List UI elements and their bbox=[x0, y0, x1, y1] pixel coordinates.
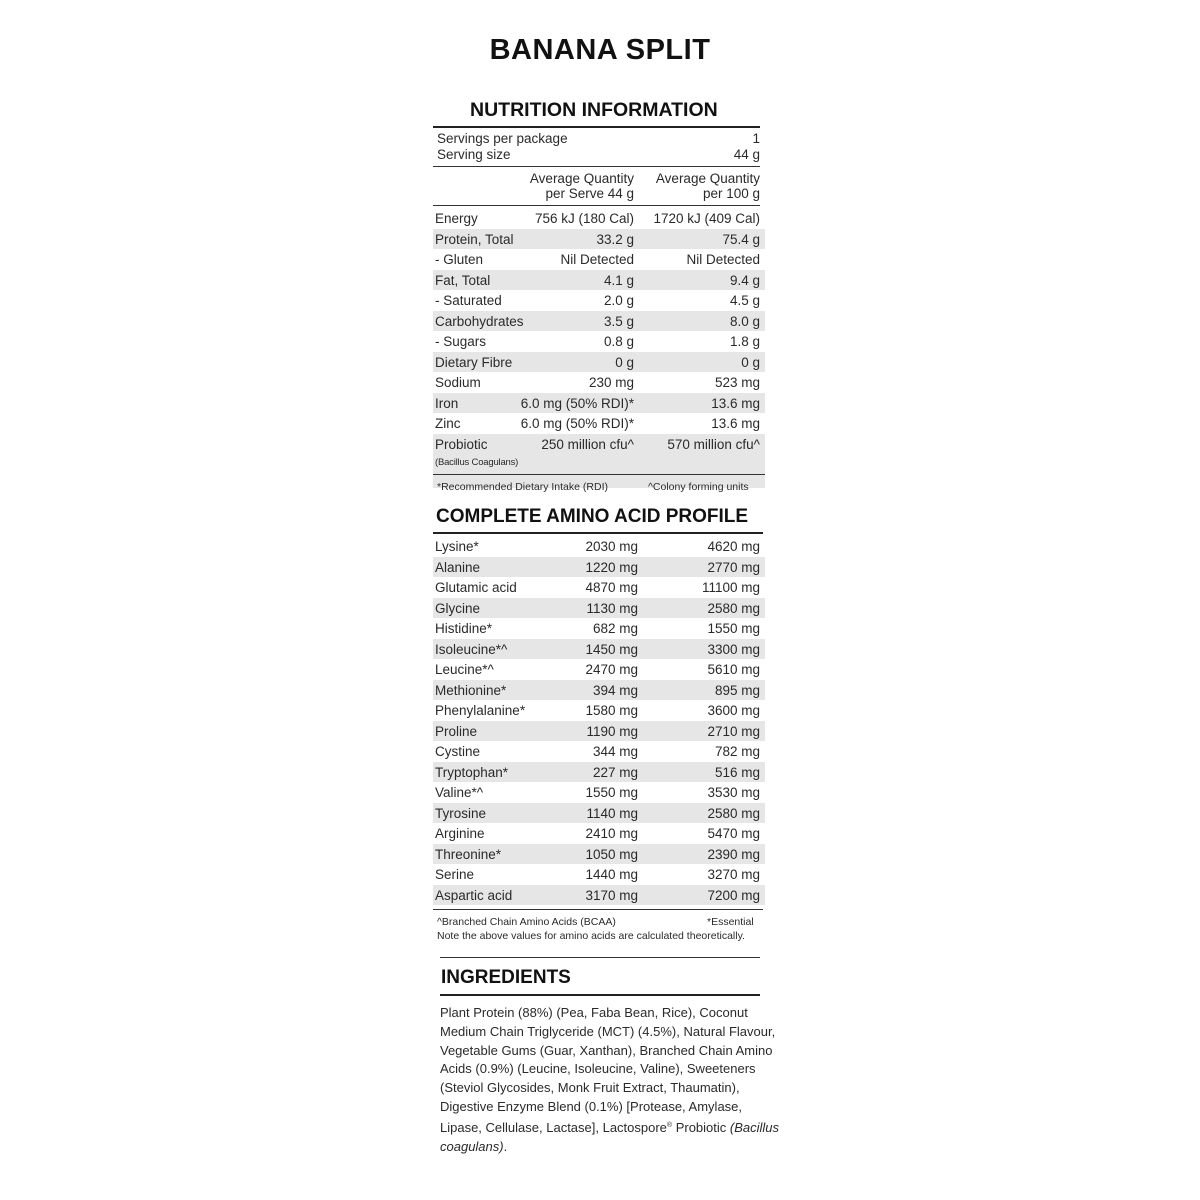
amino-note-rule bbox=[440, 957, 760, 958]
per-100g-value: 2770 mg bbox=[707, 559, 760, 575]
per-100g-value: 13.6 mg bbox=[711, 395, 760, 411]
amino-row bbox=[433, 885, 765, 905]
nutrition-heading: NUTRITION INFORMATION bbox=[470, 99, 718, 121]
amino-row bbox=[433, 823, 765, 843]
amino-bottom-rule bbox=[433, 909, 763, 910]
per-serve-value: 33.2 g bbox=[596, 231, 634, 247]
per-100g-value: 7200 mg bbox=[707, 887, 760, 903]
per-serve-value: 230 mg bbox=[588, 375, 634, 390]
amino-row bbox=[433, 639, 765, 659]
per-serve-value: 4.1 g bbox=[603, 272, 634, 288]
serving-size-row bbox=[433, 147, 760, 162]
amino-note: Note the above values for amino acids are calculated theoretically. bbox=[437, 930, 745, 942]
per-serve-value: 1050 mg bbox=[585, 846, 638, 862]
nutrient-name: Fat, Total bbox=[435, 272, 491, 288]
per-100g-value: 2390 mg bbox=[707, 846, 760, 862]
amino-row bbox=[433, 618, 765, 638]
per-100g-header bbox=[634, 171, 760, 201]
amino-acid-name: Arginine bbox=[435, 826, 485, 841]
per-100g-value: 9.4 g bbox=[729, 272, 760, 288]
per-serve-header bbox=[519, 171, 634, 201]
amino-heading-rule bbox=[433, 532, 763, 534]
amino-acid-name: Isoleucine*^ bbox=[435, 641, 508, 657]
per-serve-value: 250 million cfu^ bbox=[541, 436, 634, 452]
per-serve-header-line1: Average Quantity bbox=[529, 171, 634, 186]
nutrient-row bbox=[433, 208, 765, 228]
amino-acid-name: Methionine* bbox=[435, 682, 507, 698]
product-title: BANANA SPLIT bbox=[489, 34, 711, 66]
per-100g-value: 2580 mg bbox=[707, 600, 760, 616]
amino-row bbox=[433, 721, 765, 741]
amino-row bbox=[433, 598, 765, 618]
ingredients-probiotic-species: (Bacillus coagulans) bbox=[440, 1119, 780, 1154]
amino-row bbox=[433, 700, 765, 720]
per-serve-value: 2410 mg bbox=[585, 826, 638, 841]
per-serve-value: 227 mg bbox=[592, 764, 638, 780]
per-serve-header-line2: per Serve 44 g bbox=[545, 186, 634, 201]
amino-acid-name: Valine*^ bbox=[435, 785, 484, 800]
per-100g-value: 5470 mg bbox=[707, 826, 760, 841]
amino-row bbox=[433, 577, 765, 597]
per-serve-value: 1450 mg bbox=[585, 641, 638, 657]
per-serve-value: 682 mg bbox=[592, 621, 638, 636]
per-100g-value: 75.4 g bbox=[722, 231, 760, 247]
ingredients-end: . bbox=[503, 1138, 508, 1154]
amino-acid-name: Glutamic acid bbox=[435, 580, 517, 595]
per-100g-value: 516 mg bbox=[714, 764, 760, 780]
serving-size-label: Serving size bbox=[437, 147, 511, 162]
per-100g-value: 570 million cfu^ bbox=[667, 436, 760, 452]
nutrient-name: Probiotic bbox=[435, 436, 488, 452]
nutrient-row bbox=[433, 290, 765, 310]
amino-row bbox=[433, 762, 765, 782]
per-100g-value: 4620 mg bbox=[707, 539, 760, 554]
per-serve-value: 6.0 mg (50% RDI)* bbox=[520, 395, 634, 411]
per-serve-value: 2030 mg bbox=[585, 539, 638, 554]
servings-label: Servings per package bbox=[437, 131, 568, 146]
nutrient-row bbox=[433, 352, 765, 372]
nutrition-bottom-rule bbox=[433, 474, 765, 475]
nutrient-name: - Gluten bbox=[435, 252, 484, 267]
per-100g-value: 1720 kJ (409 Cal) bbox=[653, 211, 760, 226]
registered-mark: ® bbox=[666, 1121, 673, 1129]
amino-acid-name: Leucine*^ bbox=[435, 662, 494, 677]
nutrient-name: Dietary Fibre bbox=[435, 354, 513, 370]
per-serve-value: 2470 mg bbox=[585, 662, 638, 677]
per-serve-value: 1190 mg bbox=[586, 723, 638, 739]
per-serve-value: 344 mg bbox=[592, 744, 638, 759]
amino-acid-name: Aspartic acid bbox=[435, 887, 513, 903]
per-100g-value: 8.0 g bbox=[729, 313, 760, 329]
nutrient-name: Energy bbox=[435, 211, 478, 226]
amino-acid-name: Tryptophan* bbox=[435, 764, 509, 780]
per-100g-value: 4.5 g bbox=[729, 293, 760, 308]
amino-row bbox=[433, 536, 765, 556]
nutrient-name: Carbohydrates bbox=[435, 313, 524, 329]
per-serve-value: 394 mg bbox=[592, 682, 638, 698]
per-serve-value: 0 g bbox=[615, 354, 634, 370]
serving-size-value: 44 g bbox=[733, 147, 760, 162]
per-serve-value: 1220 mg bbox=[585, 559, 638, 575]
nutrient-row bbox=[433, 331, 765, 351]
amino-acid-name: Cystine bbox=[435, 744, 481, 759]
per-100g-value: 3270 mg bbox=[707, 867, 760, 882]
per-100g-value: 782 mg bbox=[714, 744, 760, 759]
amino-row bbox=[433, 659, 765, 679]
per-100g-header-line2: per 100 g bbox=[702, 186, 760, 201]
amino-acid-name: Tyrosine bbox=[435, 805, 487, 821]
column-header-rule bbox=[433, 205, 760, 206]
nutrient-name: Protein, Total bbox=[435, 231, 514, 247]
per-serve-value: 3170 mg bbox=[585, 887, 638, 903]
column-header-row bbox=[433, 171, 760, 201]
amino-row bbox=[433, 844, 765, 864]
per-100g-value: 2580 mg bbox=[707, 805, 760, 821]
per-100g-value: 3530 mg bbox=[707, 785, 760, 800]
per-serve-value: 3.5 g bbox=[603, 313, 634, 329]
per-100g-value: 2710 mg bbox=[707, 723, 760, 739]
per-100g-value: 3600 mg bbox=[707, 703, 760, 718]
ingredients-main: Plant Protein (88%) (Pea, Faba Bean, Rice), Coconut Medium Chain Triglyceride (MCT) (4.5%), Natural Flavour, Vegetable Gums (Guar, Xanthan), Branched Chain Amino Acids (0.9%) (Leucine, Isoleucine, Valine), Sweeteners (Steviol Glycosides, Monk Fruit Extract, Thaumatin), Digestive Enzyme Blend (0.1%) [Protease, Amylase, Lipase, Cellulase, Lactase], Lactospore bbox=[440, 1005, 776, 1135]
amino-acid-name: Serine bbox=[435, 867, 475, 882]
per-100g-header-line1: Average Quantity bbox=[655, 171, 760, 186]
nutrient-row bbox=[433, 249, 765, 269]
per-100g-value: 895 mg bbox=[714, 682, 760, 698]
amino-acid-name: Proline bbox=[435, 723, 478, 739]
ingredients-heading-rule bbox=[440, 994, 760, 996]
per-serve-value: 6.0 mg (50% RDI)* bbox=[520, 416, 634, 431]
nutrient-row bbox=[433, 311, 765, 331]
nutrient-name: - Sugars bbox=[435, 334, 487, 349]
nutrient-row bbox=[433, 413, 765, 433]
amino-acid-name: Lysine* bbox=[435, 539, 479, 554]
ingredients-text bbox=[440, 1004, 785, 1156]
nutrient-name: Iron bbox=[435, 395, 459, 411]
amino-acid-name: Alanine bbox=[435, 559, 481, 575]
servings-value: 1 bbox=[752, 131, 760, 146]
per-serve-value: Nil Detected bbox=[560, 252, 634, 267]
per-serve-value: 0.8 g bbox=[603, 334, 634, 349]
bcaa-footnote: ^Branched Chain Amino Acids (BCAA) bbox=[437, 916, 616, 928]
ingredients-probiotic: Probiotic bbox=[672, 1119, 730, 1135]
servings-rule bbox=[433, 166, 760, 167]
essential-footnote: *Essential bbox=[707, 916, 754, 928]
nutrient-name: Sodium bbox=[435, 375, 481, 390]
per-100g-value: 1550 mg bbox=[707, 621, 760, 636]
amino-row bbox=[433, 557, 765, 577]
per-serve-value: 756 kJ (180 Cal) bbox=[534, 211, 634, 226]
rdi-footnote: *Recommended Dietary Intake (RDI) bbox=[437, 481, 608, 493]
per-100g-value: Nil Detected bbox=[686, 252, 760, 267]
per-serve-value: 1130 mg bbox=[586, 600, 638, 616]
nutrient-row bbox=[433, 393, 765, 413]
per-100g-value: 5610 mg bbox=[707, 662, 760, 677]
amino-row bbox=[433, 803, 765, 823]
amino-row bbox=[433, 680, 765, 700]
amino-acid-name: Histidine* bbox=[435, 621, 493, 636]
nutrient-row bbox=[433, 229, 765, 249]
nutrient-name: - Saturated bbox=[435, 293, 502, 308]
per-serve-value: 1140 mg bbox=[586, 805, 638, 821]
cfu-footnote: ^Colony forming units bbox=[648, 481, 749, 493]
per-serve-value: 1550 mg bbox=[585, 785, 638, 800]
nutrition-heading-rule bbox=[433, 126, 760, 128]
per-serve-value: 2.0 g bbox=[603, 293, 634, 308]
nutrient-row bbox=[433, 434, 765, 488]
amino-heading: COMPLETE AMINO ACID PROFILE bbox=[436, 506, 749, 527]
amino-acid-name: Glycine bbox=[435, 600, 481, 616]
nutrient-row bbox=[433, 372, 765, 392]
amino-row bbox=[433, 782, 765, 802]
ingredients-heading: INGREDIENTS bbox=[441, 967, 571, 988]
per-serve-value: 1440 mg bbox=[585, 867, 638, 882]
per-100g-value: 0 g bbox=[741, 354, 760, 370]
nutrient-row bbox=[433, 270, 765, 290]
nutrient-name: Zinc bbox=[435, 416, 461, 431]
amino-row bbox=[433, 864, 765, 884]
nutrient-sublabel: (Bacillus Coagulans) bbox=[435, 456, 519, 468]
amino-acid-name: Threonine* bbox=[435, 846, 502, 862]
per-100g-value: 11100 mg bbox=[701, 580, 760, 595]
amino-acid-name: Phenylalanine* bbox=[435, 703, 526, 718]
amino-row bbox=[433, 741, 765, 761]
per-100g-value: 3300 mg bbox=[707, 641, 760, 657]
per-100g-value: 13.6 mg bbox=[711, 416, 760, 431]
per-serve-value: 1580 mg bbox=[585, 703, 638, 718]
per-100g-value: 523 mg bbox=[714, 375, 760, 390]
servings-row bbox=[433, 131, 760, 146]
per-100g-value: 1.8 g bbox=[729, 334, 760, 349]
per-serve-value: 4870 mg bbox=[585, 580, 638, 595]
